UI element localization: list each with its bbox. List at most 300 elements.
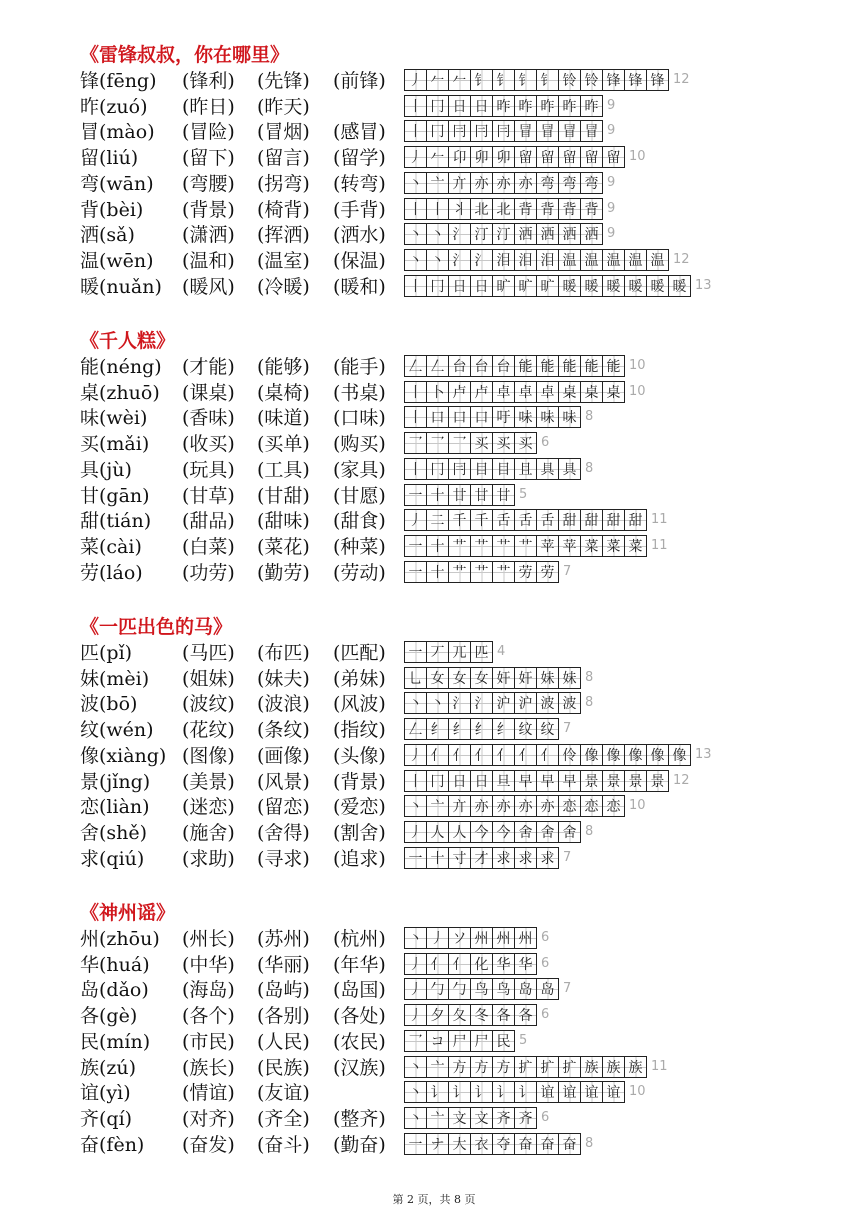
word-3: (农民) (333, 1030, 386, 1053)
stroke-cell: 丶 (404, 1107, 427, 1129)
stroke-cell: 日 (470, 95, 493, 117)
stroke-cell: 冃 (448, 458, 471, 480)
stroke-cell: 甘 (470, 484, 493, 506)
word-2: (留言) (257, 147, 310, 170)
stroke-cell: 𠃋 (404, 718, 427, 740)
stroke-cell: 甜 (602, 509, 625, 531)
stroke-cell: 昨 (580, 95, 603, 117)
stroke-cell: 日 (448, 770, 471, 792)
word-1: (功劳) (182, 561, 235, 584)
stroke-cell: 口 (470, 406, 493, 428)
stroke-order-grid (404, 718, 571, 740)
stroke-cell: 丨 (426, 198, 449, 220)
word-1: (昨日) (182, 95, 235, 118)
stroke-cell: 暖 (646, 275, 669, 297)
character-row (0, 431, 868, 457)
stroke-cell: 大 (448, 1133, 471, 1155)
character-pinyin: 冒(mào) (80, 121, 155, 144)
stroke-cell: 像 (624, 744, 647, 766)
stroke-cell: 齐 (514, 1107, 537, 1129)
stroke-cell: 菜 (580, 535, 603, 557)
stroke-cell: 奋 (558, 1133, 581, 1155)
stroke-cell: 昨 (514, 95, 537, 117)
stroke-count: 10 (629, 798, 646, 814)
word-3: (甜食) (333, 510, 386, 533)
stroke-cell: 恋 (602, 795, 625, 817)
stroke-cell: 苹 (536, 535, 559, 557)
word-3: (弟妹) (333, 667, 386, 690)
stroke-cell: 温 (602, 249, 625, 271)
stroke-cell: 扩 (514, 1056, 537, 1078)
word-1: (甘草) (182, 484, 235, 507)
word-3: (留学) (333, 147, 386, 170)
stroke-cell: 卯 (470, 146, 493, 168)
word-1: (留下) (182, 147, 235, 170)
stroke-cell: 扩 (536, 1056, 559, 1078)
stroke-cell: 各 (492, 1004, 515, 1026)
stroke-cell: 妹 (536, 667, 559, 689)
word-3: (岛国) (333, 979, 386, 1002)
stroke-cell: 且 (514, 458, 537, 480)
stroke-count: 6 (541, 930, 550, 945)
stroke-cell: 桌 (580, 381, 603, 403)
stroke-cell: 丿 (404, 953, 427, 975)
character-row (0, 145, 868, 171)
stroke-cell: 丨 (404, 406, 427, 428)
character-pinyin: 华(huá) (80, 953, 150, 976)
word-2: (舍得) (257, 821, 310, 844)
character-row (0, 743, 868, 769)
stroke-cell: 求 (536, 847, 559, 869)
stroke-cell: 丆 (426, 641, 449, 663)
word-1: (州长) (182, 928, 235, 950)
character-pinyin: 洒(sǎ) (80, 224, 135, 247)
stroke-cell: 女 (470, 667, 493, 689)
stroke-count: 7 (563, 563, 572, 579)
word-2: (工具) (257, 458, 310, 481)
stroke-cell: 汀 (470, 223, 493, 245)
word-1: (暖风) (182, 275, 235, 298)
stroke-cell: 舌 (536, 509, 559, 531)
stroke-cell: 女 (448, 667, 471, 689)
word-3: (风波) (333, 693, 386, 716)
stroke-cell: 昨 (558, 95, 581, 117)
stroke-cell: 弯 (536, 172, 559, 194)
word-3: (保温) (333, 249, 386, 272)
stroke-cell: 丶 (404, 249, 427, 271)
stroke-cell: 铃 (580, 69, 603, 91)
stroke-cell: 暖 (580, 275, 603, 297)
stroke-cell: 讠 (470, 1081, 493, 1103)
stroke-cell: 艹 (448, 561, 471, 583)
stroke-cell: 廿 (448, 484, 471, 506)
word-3: (年华) (333, 953, 386, 976)
stroke-cell: 艹 (492, 561, 515, 583)
stroke-cell: 昨 (536, 95, 559, 117)
word-3: (家具) (333, 458, 386, 481)
character-pinyin: 暖(nuǎn) (80, 275, 162, 298)
stroke-cell: 亻 (470, 744, 493, 766)
stroke-cell: 丨 (404, 198, 427, 220)
stroke-cell: ナ (426, 1133, 449, 1155)
stroke-cell: 冒 (558, 120, 581, 142)
character-row (0, 820, 868, 846)
stroke-cell: 丶 (426, 249, 449, 271)
stroke-cell: 亠 (426, 795, 449, 817)
stroke-cell: 泪 (536, 249, 559, 271)
stroke-cell: 求 (492, 847, 515, 869)
stroke-cell: 钅 (514, 69, 537, 91)
character-row (0, 1080, 868, 1106)
word-2: (友谊) (257, 1082, 310, 1105)
word-2: (风景) (257, 770, 310, 793)
stroke-cell: 亠 (426, 1056, 449, 1078)
stroke-cell: 丶 (426, 223, 449, 245)
stroke-order-grid (404, 744, 712, 766)
stroke-cell: 舍 (514, 821, 537, 843)
stroke-order-grid (404, 458, 593, 480)
word-1: (收买) (182, 433, 235, 456)
character-row (0, 640, 868, 666)
stroke-cell: 亠 (426, 1107, 449, 1129)
stroke-count: 10 (629, 1084, 646, 1100)
stroke-cell: 留 (514, 146, 537, 168)
word-1: (才能) (182, 356, 235, 378)
word-3: (汉族) (333, 1056, 386, 1079)
word-1: (潇洒) (182, 224, 235, 247)
word-2: (民族) (257, 1056, 310, 1079)
character-row (0, 1132, 868, 1158)
stroke-cell: 景 (602, 770, 625, 792)
word-1: (奋发) (182, 1133, 235, 1156)
stroke-cell: 州 (492, 927, 515, 949)
stroke-count: 10 (629, 383, 646, 399)
character-row (0, 794, 868, 820)
character-row (0, 691, 868, 717)
stroke-order-grid (404, 223, 615, 245)
stroke-cell: 景 (580, 770, 603, 792)
stroke-cell: 亻 (426, 744, 449, 766)
word-3: (甘愿) (333, 484, 386, 507)
word-2: (岛屿) (257, 979, 310, 1002)
stroke-cell: 丿 (404, 509, 427, 531)
lesson-title: 《神州谣》 (80, 902, 176, 924)
stroke-cell: 乛 (448, 432, 471, 454)
stroke-cell: 千 (470, 509, 493, 531)
stroke-cell: 日 (448, 95, 471, 117)
stroke-cell: 背 (514, 198, 537, 220)
stroke-cell: 尸 (448, 1030, 471, 1052)
stroke-cell: 谊 (536, 1081, 559, 1103)
stroke-cell: 奸 (492, 667, 515, 689)
stroke-order-grid (404, 692, 593, 714)
character-pinyin: 具(jù) (80, 458, 132, 481)
character-row (0, 846, 868, 872)
character-pinyin: 昨(zuó) (80, 95, 148, 118)
stroke-order-grid (404, 821, 593, 843)
stroke-cell: 丬 (448, 198, 471, 220)
character-row (0, 354, 868, 380)
stroke-cell: 人 (448, 821, 471, 843)
stroke-cell: 味 (536, 406, 559, 428)
stroke-cell: 味 (558, 406, 581, 428)
stroke-count: 7 (563, 981, 572, 997)
stroke-cell: 丶 (404, 692, 427, 714)
stroke-cell: 乚 (404, 667, 427, 689)
stroke-order-grid (404, 509, 668, 531)
stroke-cell: 艹 (514, 535, 537, 557)
word-2: (勤劳) (257, 561, 310, 584)
word-2: (冷暖) (257, 275, 310, 298)
word-1: (锋利) (182, 70, 235, 92)
stroke-cell: 口 (448, 406, 471, 428)
stroke-cell: 艹 (492, 535, 515, 557)
stroke-cell: 夕 (426, 1004, 449, 1026)
stroke-order-grid (404, 249, 690, 271)
stroke-cell: 锋 (602, 69, 625, 91)
word-1: (波纹) (182, 693, 235, 716)
word-2: (拐弯) (257, 172, 310, 195)
word-1: (花纹) (182, 719, 235, 742)
stroke-cell: 弯 (558, 172, 581, 194)
stroke-cell: 冒 (514, 120, 537, 142)
stroke-count: 13 (695, 277, 712, 293)
character-row (0, 483, 868, 509)
stroke-cell: 日 (470, 770, 493, 792)
stroke-cell: 沪 (492, 692, 515, 714)
stroke-cell: 洒 (514, 223, 537, 245)
stroke-order-grid (404, 770, 690, 792)
stroke-cell: 洒 (580, 223, 603, 245)
word-3: (洒水) (333, 224, 386, 247)
stroke-cell: 丶 (404, 927, 427, 949)
stroke-cell: 十 (426, 561, 449, 583)
stroke-cell: 今 (492, 821, 515, 843)
stroke-cell: 勹 (426, 978, 449, 1000)
stroke-cell: 冬 (470, 1004, 493, 1026)
stroke-cell: 族 (602, 1056, 625, 1078)
word-1: (弯腰) (182, 172, 235, 195)
stroke-cell: 氵 (448, 692, 471, 714)
character-pinyin: 纹(wén) (80, 719, 154, 742)
character-row (0, 68, 868, 94)
character-row (0, 457, 868, 483)
stroke-order-grid (404, 1004, 549, 1026)
character-pinyin: 岛(dǎo) (80, 979, 149, 1002)
stroke-cell: 早 (536, 770, 559, 792)
stroke-cell: 卢 (448, 381, 471, 403)
stroke-cell: 讠 (492, 1081, 515, 1103)
lesson-title: 《雷锋叔叔，你在哪里》 (80, 44, 290, 66)
stroke-cell: 菜 (602, 535, 625, 557)
stroke-cell: 艹 (470, 535, 493, 557)
stroke-cell: 寸 (448, 847, 471, 869)
stroke-cell: 冃 (448, 120, 471, 142)
word-1: (海岛) (182, 979, 235, 1002)
stroke-cell: 桌 (602, 381, 625, 403)
stroke-cell: 十 (426, 847, 449, 869)
stroke-order-grid (404, 953, 549, 975)
stroke-cell: 奋 (514, 1133, 537, 1155)
stroke-cell: 丶 (404, 1056, 427, 1078)
stroke-cell: 丨 (404, 120, 427, 142)
stroke-cell: 钅 (492, 69, 515, 91)
stroke-cell: 兀 (448, 641, 471, 663)
word-3: (各处) (333, 1005, 386, 1028)
word-3: (口味) (333, 407, 386, 430)
stroke-cell: 温 (646, 249, 669, 271)
stroke-cell: 卓 (492, 381, 515, 403)
stroke-cell: 伶 (558, 744, 581, 766)
stroke-cell: 北 (470, 198, 493, 220)
stroke-count: 6 (541, 435, 550, 451)
stroke-cell: 州 (470, 927, 493, 949)
stroke-cell: 方 (470, 1056, 493, 1078)
stroke-cell: 方 (492, 1056, 515, 1078)
stroke-cell: 丿 (404, 744, 427, 766)
stroke-cell: 甜 (558, 509, 581, 531)
word-1: (情谊) (182, 1082, 235, 1105)
stroke-cell: 菜 (624, 535, 647, 557)
stroke-count: 7 (563, 721, 572, 737)
word-1: (玩具) (182, 458, 235, 481)
stroke-cell: 锋 (646, 69, 669, 91)
word-2: (买单) (257, 433, 310, 456)
word-1: (对齐) (182, 1107, 235, 1130)
word-1: (课桌) (182, 381, 235, 404)
stroke-cell: 丿 (404, 1004, 427, 1026)
character-pinyin: 恋(liàn) (80, 796, 150, 819)
stroke-order-grid (404, 406, 593, 428)
stroke-count: 8 (585, 409, 594, 425)
stroke-order-grid (404, 667, 593, 689)
stroke-cell: 亻 (426, 953, 449, 975)
stroke-cell: 艹 (448, 535, 471, 557)
stroke-order-grid (404, 432, 549, 454)
word-1: (市民) (182, 1030, 235, 1053)
character-pinyin: 像(xiàng) (80, 744, 167, 767)
stroke-cell: 具 (558, 458, 581, 480)
character-row (0, 94, 868, 120)
stroke-cell: 求 (514, 847, 537, 869)
stroke-cell: 卢 (470, 381, 493, 403)
stroke-cell: 一 (404, 561, 427, 583)
stroke-cell: 亦 (536, 795, 559, 817)
stroke-cell: 千 (448, 509, 471, 531)
word-2: (寻求) (257, 847, 310, 870)
word-3: (背景) (333, 770, 386, 793)
character-row (0, 977, 868, 1003)
stroke-order-grid (404, 795, 646, 817)
stroke-cell: 旷 (536, 275, 559, 297)
stroke-count: 6 (541, 1109, 550, 1125)
stroke-cell: 州 (514, 927, 537, 949)
stroke-cell: 丨 (404, 458, 427, 480)
stroke-count: 9 (607, 174, 616, 190)
stroke-count: 4 (497, 644, 506, 659)
word-1: (香味) (182, 407, 235, 430)
stroke-cell: 𠂉 (426, 146, 449, 168)
word-2: (妹夫) (257, 667, 310, 690)
stroke-cell: 𠂉 (448, 69, 471, 91)
word-3: (转弯) (333, 172, 386, 195)
character-pinyin: 妹(mèi) (80, 667, 150, 690)
word-1: (甜品) (182, 510, 235, 533)
stroke-cell: 谊 (558, 1081, 581, 1103)
character-row (0, 508, 868, 534)
stroke-cell: 才 (470, 847, 493, 869)
stroke-cell: 纟 (492, 718, 515, 740)
stroke-cell: 沪 (514, 692, 537, 714)
stroke-cell: 舍 (558, 821, 581, 843)
character-row (0, 666, 868, 692)
word-1: (迷恋) (182, 796, 235, 819)
stroke-cell: 丨 (404, 95, 427, 117)
word-1: (施舍) (182, 821, 235, 844)
stroke-cell: 铃 (558, 69, 581, 91)
stroke-cell: 纟 (448, 718, 471, 740)
word-2: (苏州) (257, 928, 310, 950)
stroke-cell: 人 (426, 821, 449, 843)
stroke-cell: 谊 (602, 1081, 625, 1103)
word-2: (先锋) (257, 70, 310, 92)
stroke-cell: 乛 (426, 432, 449, 454)
stroke-cell: 目 (470, 458, 493, 480)
word-2: (甘甜) (257, 484, 310, 507)
character-row (0, 405, 868, 431)
stroke-cell: 钅 (470, 69, 493, 91)
stroke-order-grid (404, 1107, 549, 1129)
word-3: (整齐) (333, 1107, 386, 1130)
character-pinyin: 弯(wān) (80, 172, 154, 195)
stroke-cell: 亦 (470, 172, 493, 194)
stroke-cell: 文 (470, 1107, 493, 1129)
stroke-cell: 尸 (470, 1030, 493, 1052)
stroke-cell: 像 (668, 744, 691, 766)
character-pinyin: 匹(pǐ) (80, 642, 133, 664)
character-pinyin: 景(jǐng) (80, 770, 151, 793)
character-pinyin: 民(mín) (80, 1030, 151, 1053)
stroke-cell: 纹 (536, 718, 559, 740)
stroke-cell: 像 (580, 744, 603, 766)
stroke-cell: 华 (492, 953, 515, 975)
stroke-count: 11 (651, 1058, 668, 1074)
stroke-cell: 卯 (492, 146, 515, 168)
stroke-order-grid (404, 535, 668, 557)
stroke-cell: 今 (470, 821, 493, 843)
character-pinyin: 桌(zhuō) (80, 381, 160, 404)
stroke-cell: 丿 (404, 821, 427, 843)
stroke-cell: 暖 (558, 275, 581, 297)
stroke-order-grid (404, 120, 615, 142)
stroke-cell: 亻 (448, 744, 471, 766)
character-row (0, 1003, 868, 1029)
stroke-cell: 亦 (514, 795, 537, 817)
stroke-cell: 亣 (448, 795, 471, 817)
character-pinyin: 留(liú) (80, 147, 139, 170)
word-2: (布匹) (257, 642, 310, 664)
stroke-cell: 暖 (668, 275, 691, 297)
stroke-cell: 丶 (426, 692, 449, 714)
stroke-order-grid (404, 927, 549, 949)
stroke-cell: 族 (580, 1056, 603, 1078)
stroke-cell: 旦 (492, 770, 515, 792)
word-2: (桌椅) (257, 381, 310, 404)
character-row (0, 171, 868, 197)
stroke-cell: 台 (492, 355, 515, 377)
word-3: (书桌) (333, 381, 386, 404)
stroke-cell: 锋 (624, 69, 647, 91)
